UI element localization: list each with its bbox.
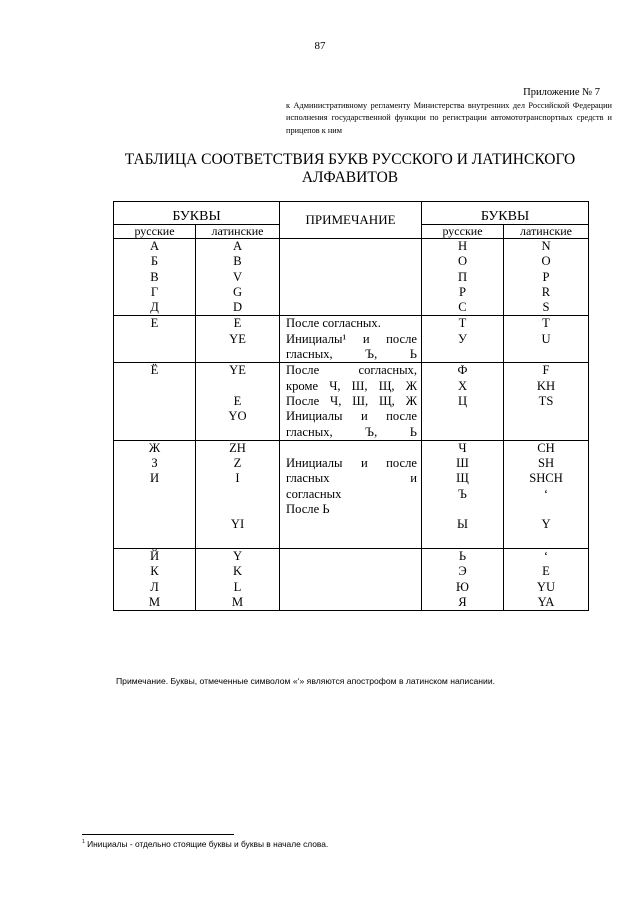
russian-right-line: Ш	[456, 456, 469, 471]
note-line	[286, 300, 417, 315]
russian-right-line: Щ	[456, 471, 469, 486]
latin-left-line: E	[233, 393, 242, 408]
russian-right-line: С	[458, 300, 467, 315]
note-line: После согласных.	[286, 316, 381, 331]
cell-russian-right	[422, 548, 504, 610]
note-line	[286, 580, 417, 595]
table-row	[114, 316, 589, 363]
latin-left-line: B	[233, 254, 242, 269]
latin-right-line: F	[542, 363, 550, 378]
latin-right-line: KH	[536, 378, 556, 393]
latin-right-line: CH	[537, 440, 555, 455]
latin-right-line: Y	[541, 517, 551, 532]
russian-left-line: Г	[150, 284, 159, 299]
header-letters-right: БУКВЫ	[422, 202, 589, 225]
russian-left-line: И	[149, 471, 160, 486]
cell-latin-left	[196, 316, 280, 363]
latin-right-line: N	[541, 239, 551, 253]
note-line	[286, 595, 417, 610]
russian-right-line: Ю	[456, 579, 469, 594]
cell-note	[280, 363, 422, 440]
latin-left-line: Y	[232, 548, 243, 563]
russian-left-line	[114, 487, 195, 502]
latin-right-line	[504, 347, 588, 362]
note-line: гласных, Ъ, Ь	[286, 347, 417, 362]
russian-left-line: З	[151, 456, 158, 471]
latin-left-line: D	[232, 300, 243, 315]
cell-latin-right	[504, 440, 589, 548]
latin-left-line: YI	[230, 517, 245, 532]
latin-right-line: YA	[537, 594, 555, 609]
latin-left-line: Z	[233, 456, 242, 471]
table-row	[114, 440, 589, 548]
cell-latin-left	[196, 363, 280, 440]
table-body	[114, 239, 589, 611]
cell-latin-right	[504, 316, 589, 363]
appendix-title: Приложение № 7	[523, 87, 600, 98]
document-title-line2: АЛФАВИТОВ	[301, 169, 399, 186]
latin-right-line: ‘	[543, 486, 549, 501]
cell-note	[280, 316, 422, 363]
document-title	[0, 151, 640, 187]
russian-right-line: Ь	[458, 548, 467, 563]
cell-russian-left	[114, 440, 196, 548]
note-line: согласных	[286, 486, 342, 501]
russian-left-line: Ж	[148, 440, 161, 455]
russian-left-line: А	[149, 239, 160, 253]
latin-left-line: YE	[229, 331, 246, 346]
russian-left-line	[114, 347, 195, 362]
russian-left-line	[114, 332, 195, 347]
russian-left-line	[114, 517, 195, 532]
note-line	[286, 285, 417, 300]
latin-right-line: P	[542, 269, 550, 284]
russian-right-line: Х	[457, 378, 468, 393]
table-note: Примечание. Буквы, отмеченные символом «‘» являются апострофом в латинском написании.	[116, 676, 496, 686]
latin-right-line	[504, 502, 588, 517]
latin-right-line: SHCH	[529, 471, 563, 486]
latin-right-line: YU	[536, 579, 556, 594]
latin-left-line	[196, 533, 279, 548]
cell-latin-right	[504, 363, 589, 440]
russian-left-line	[114, 502, 195, 517]
table-row	[114, 363, 589, 440]
russian-left-line	[114, 533, 195, 548]
russian-left-line: Д	[150, 300, 159, 315]
latin-left-line	[196, 487, 279, 502]
cell-latin-left	[196, 548, 280, 610]
latin-left-line: YO	[228, 409, 247, 424]
latin-right-line	[504, 533, 588, 548]
russian-left-line: К	[150, 564, 159, 579]
header-russian-right: русские	[422, 225, 504, 239]
latin-left-line	[196, 425, 279, 440]
cell-russian-right	[422, 316, 504, 363]
note-line: Инициалы и после	[286, 409, 417, 424]
cell-latin-right	[504, 239, 589, 316]
russian-right-line	[422, 409, 503, 424]
header-note: ПРИМЕЧАНИЕ	[280, 202, 422, 239]
note-line: гласных, Ъ, Ь	[286, 424, 417, 439]
latin-left-line: E	[233, 316, 242, 331]
latin-right-line: SH	[537, 456, 555, 471]
latin-right-line: ‘	[543, 548, 549, 563]
russian-left-line	[114, 425, 195, 440]
latin-left-line: YE	[229, 363, 246, 378]
cell-russian-right	[422, 239, 504, 316]
cell-note	[280, 440, 422, 548]
russian-right-line: Ъ	[458, 486, 467, 501]
note-line: После согласных,	[286, 363, 417, 378]
cell-latin-left	[196, 440, 280, 548]
footnote	[82, 839, 328, 849]
table-row	[114, 239, 589, 316]
cell-russian-left	[114, 316, 196, 363]
russian-left-line: Е	[150, 316, 159, 331]
cell-russian-left	[114, 548, 196, 610]
header-latin-left: латинские	[196, 225, 280, 239]
latin-right-line: O	[541, 254, 551, 269]
transliteration-table	[113, 201, 589, 611]
appendix-subtitle: к Административному регламенту Министерства внутренних дел Российской Федерации исполнения государственной функции по регистрации автомототранспортных средств и прицепов к ним	[286, 101, 612, 135]
russian-right-line: П	[457, 269, 468, 284]
note-line	[286, 549, 417, 564]
table-row	[114, 548, 589, 610]
latin-left-line: ZH	[229, 440, 246, 455]
note-line: кроме Ч, Ш, Щ, Ж	[286, 378, 417, 393]
russian-left-line	[114, 409, 195, 424]
cell-russian-left	[114, 363, 196, 440]
russian-right-line	[422, 533, 503, 548]
latin-left-line: V	[232, 269, 243, 284]
russian-right-line: Ф	[457, 363, 468, 378]
russian-right-line: Т	[458, 316, 467, 331]
note-line	[286, 270, 417, 285]
russian-left-line	[114, 394, 195, 409]
cell-russian-right	[422, 363, 504, 440]
russian-right-line: Ч	[458, 440, 467, 455]
header-latin-right: латинские	[504, 225, 589, 239]
note-line: Инициалы¹ и после	[286, 331, 417, 346]
cell-note	[280, 548, 422, 610]
footnote-text: Инициалы - отдельно стоящие буквы и буквы в начале слова.	[87, 839, 329, 849]
latin-right-line: R	[541, 284, 551, 299]
latin-right-line: U	[541, 331, 551, 346]
cell-russian-left	[114, 239, 196, 316]
russian-right-line: О	[457, 254, 468, 269]
footnote-marker: 1	[82, 839, 85, 846]
russian-left-line: М	[148, 594, 161, 609]
latin-left-line: M	[231, 594, 244, 609]
russian-right-line: Н	[457, 239, 468, 253]
header-russian-left: русские	[114, 225, 196, 239]
note-line	[286, 239, 417, 254]
latin-right-line: T	[542, 316, 550, 331]
note-line: После Ь	[286, 502, 330, 517]
russian-right-line: Я	[458, 594, 467, 609]
russian-left-line: Б	[150, 254, 159, 269]
latin-left-line	[196, 379, 279, 394]
latin-right-line	[504, 409, 588, 424]
russian-right-line: Ы	[457, 517, 468, 532]
russian-right-line	[422, 347, 503, 362]
latin-left-line: I	[235, 471, 240, 486]
note-line	[286, 564, 417, 579]
note-line: Инициалы и после	[286, 456, 417, 471]
latin-left-line: G	[232, 284, 243, 299]
note-line	[286, 517, 417, 532]
note-line	[286, 533, 417, 548]
page-number: 87	[314, 40, 326, 52]
russian-right-line: У	[458, 331, 467, 346]
latin-left-line	[196, 502, 279, 517]
latin-left-line: K	[232, 564, 243, 579]
cell-russian-right	[422, 440, 504, 548]
latin-right-line	[504, 425, 588, 440]
note-line: После Ч, Ш, Щ, Ж	[286, 393, 417, 408]
russian-left-line: Л	[150, 579, 159, 594]
header-letters-left: БУКВЫ	[114, 202, 280, 225]
russian-left-line: Й	[149, 548, 160, 563]
russian-right-line: Р	[458, 284, 466, 299]
footnote-divider	[82, 834, 234, 835]
latin-left-line: L	[233, 579, 242, 594]
note-line: гласных и	[286, 471, 417, 486]
russian-right-line	[422, 425, 503, 440]
note-line	[286, 441, 417, 456]
latin-right-line: TS	[538, 393, 554, 408]
russian-right-line: Э	[458, 564, 467, 579]
latin-left-line	[196, 347, 279, 362]
cell-latin-left	[196, 239, 280, 316]
cell-latin-right	[504, 548, 589, 610]
cell-note	[280, 239, 422, 316]
russian-left-line	[114, 379, 195, 394]
russian-right-line: Ц	[457, 393, 468, 408]
latin-right-line: E	[542, 564, 550, 579]
latin-left-line: A	[232, 239, 243, 253]
latin-right-line: S	[542, 300, 550, 315]
russian-left-line: В	[150, 269, 159, 284]
russian-left-line: Ё	[150, 363, 159, 378]
note-line	[286, 254, 417, 269]
russian-right-line	[422, 502, 503, 517]
document-title-line1: ТАБЛИЦА СООТВЕТСТВИЯ БУКВ РУССКОГО И ЛАТИНСКОГО	[124, 151, 576, 168]
